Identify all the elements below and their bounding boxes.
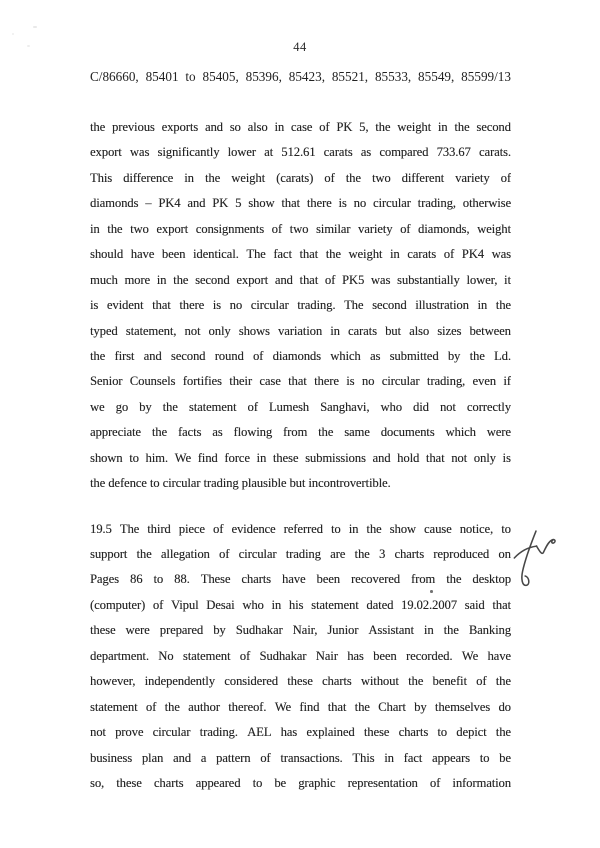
text-line: This difference in the weight (carats) of the two different variety of [90, 170, 511, 185]
text-line: shown to him. We find force in these submissions and hold that not only is [90, 450, 511, 465]
text-line: Senior Counsels fortifies their case that there is no circular trading, even if [90, 374, 511, 389]
paragraph-19-5 [90, 517, 511, 797]
text-line: statement of the author thereof. We find that the Chart by themselves do [90, 699, 511, 714]
text-line: we go by the statement of Lumesh Sanghavi, who did not correctly [90, 399, 511, 414]
text-line: Pages 86 to 88. These charts have been recovered from the desktop [90, 572, 511, 587]
page-number: 44 [293, 40, 307, 54]
text-line: the defence to circular trading plausible but incontrovertible. [90, 476, 391, 491]
scan-speck [12, 33, 14, 35]
text-line: business plan and a pattern of transactions. This in fact appears to be [90, 750, 511, 765]
paragraph-continuation [90, 115, 511, 497]
text-line: should have been identical. The fact that the weight in carats of PK4 was [90, 247, 511, 262]
text-line: export was significantly lower at 512.61 carats as compared 733.67 carats. [90, 145, 511, 160]
document-body [90, 115, 511, 796]
text-line: typed statement, not only shows variation in carats but also sizes between [90, 323, 511, 338]
scan-speck [33, 26, 37, 28]
text-line: not prove circular trading. AEL has explained these charts to depict the [90, 725, 511, 740]
text-line: much more in the second export and that of PK5 was substantially lower, it [90, 272, 511, 287]
text-line: the first and second round of diamonds which as submitted by the Ld. [90, 348, 511, 363]
text-line: however, independently considered these charts without the benefit of the [90, 674, 511, 689]
text-line: (computer) of Vipul Desai who in his statement dated 19.02.2007 said that [90, 597, 511, 612]
text-line: department. No statement of Sudhakar Nair has been recorded. We have [90, 648, 511, 663]
text-line: the previous exports and so also in case of PK 5, the weight in the second [90, 120, 511, 134]
text-line: diamonds – PK4 and PK 5 show that there is no circular trading, otherwise [90, 196, 511, 211]
text-line: support the allegation of circular trading are the 3 charts reproduced on [90, 547, 511, 561]
text-line: appreciate the facts as flowing from the same documents which were [90, 425, 511, 440]
case-number-line: C/86660, 85401 to 85405, 85396, 85423, 85521, 85533, 85549, 85599/13 [90, 69, 511, 84]
text-line: 19.5 The third piece of evidence referred to in the show cause notice, to [90, 521, 511, 536]
text-line: these were prepared by Sudhakar Nair, Junior Assistant in the Banking [90, 623, 511, 638]
text-line: so, these charts appeared to be graphic representation of information [90, 775, 511, 790]
text-line: in the two export consignments of two similar variety of diamonds, weight [90, 221, 511, 236]
signature-initial-mark [511, 528, 561, 590]
text-line: is evident that there is no circular trading. The second illustration in the [90, 298, 511, 313]
